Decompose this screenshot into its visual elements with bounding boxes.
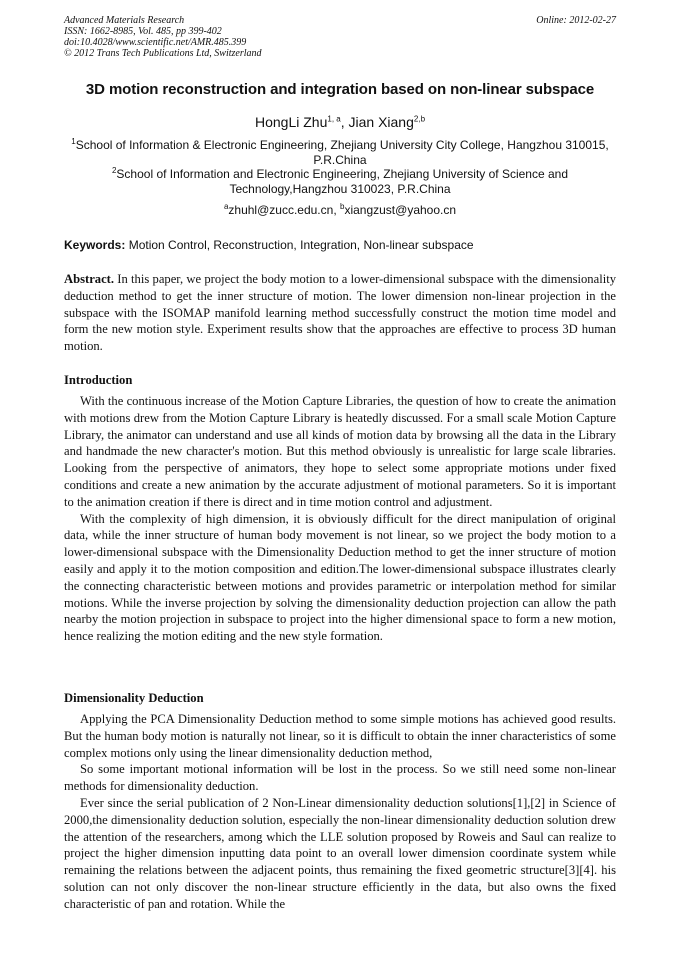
section-heading-introduction: Introduction xyxy=(64,373,133,387)
author-superscript: 2,b xyxy=(413,114,426,124)
abstract-label: Abstract. xyxy=(64,272,115,286)
keywords-label: Keywords: xyxy=(64,238,126,252)
paragraph: With the complexity of high dimension, it is obviously difficult for the direct manipulation of original data, while the inner structure of human body movement is not linear, so we project the body motion to a lower-dimensional subspace with the Dimensionality Deduction method to get the inner structure of motion easily and apply it to the motion composition and edition.The lower-dimensional subspace illustrates clearly the connecting characteristic between motions and provides parametric or interpolation method for similar motions. While the inverse projection by solving the dimensionality deduction projection can allow the path nearby the motion projection in subspace to project into the higher dimensional space to form a new motion, hence realizing the motion editing and the new style formation. xyxy=(64,511,616,644)
online-date: Online: 2012-02-27 xyxy=(536,15,616,26)
abstract-paragraph xyxy=(64,271,616,355)
paragraph: With the continuous increase of the Motion Capture Libraries, the question of how to create the animation with motions drew from the Motion Capture Library is heatedly discussed. For a small scale Motion Capture Library, the animator can understand and use all kinds of motion data by browsing all the data in the Library and handmade the new character's motion. But this method obviously is unrealistic for large scale libraries. Looking from the perspective of animators, they hope to select some appropriate motions under fixed conditions and create a new animation by the accurate adjustment of motional parameters. So it is important to the animation creation if there is direct and in time motion control and adjustment. xyxy=(64,394,616,509)
paragraph: So some important motional information will be lost in the process. So we still need some non-linear methods for dimensionality deduction. xyxy=(64,762,616,794)
doi-line: doi:10.4028/www.scientific.net/AMR.485.399 xyxy=(64,37,247,48)
paper-title: 3D motion reconstruction and integration based on non-linear subspace xyxy=(85,81,595,98)
affiliation-superscript: 2 xyxy=(111,166,117,175)
abstract-text: In this paper, we project the body motion to a lower-dimensional subspace with the dimensionality deduction method to get the inner structure of motion. The lower dimension non-linear projection in the subspace with the ISOMAP manifold learning method successfully construct the motion time model and form the new motion style. Experiment results show that the approaches are effective to process 3D human motion. xyxy=(64,272,616,354)
author-separator: , xyxy=(340,114,349,130)
email-address: zhuhl@zucc.edu.cn, xyxy=(228,203,340,217)
author-name: Jian Xiang xyxy=(348,114,414,130)
introduction-body xyxy=(64,393,616,645)
journal-name: Advanced Materials Research xyxy=(64,15,185,26)
author-line xyxy=(64,114,616,131)
paragraph: Ever since the serial publication of 2 Non-Linear dimensionality deduction solutions[1],[2] in Science of 2000,the dimensionality deduction solution, especially the non-linear dimensionality deduction solution drew the attention of the researchers, among which the LLE solution proposed by Roweis and Saul can realize to project the higher dimension inputting data point to an overall lower dimension coordinate system while remaining the relations between the adjacent points, thus remaining the fixed geometric structure[3][4]. his solution can not only discover the non-linear structure efficiently in the data, but also owns the fixed characteristic of pan and rotation. While the xyxy=(64,795,616,911)
email-line xyxy=(64,203,616,218)
keywords-text: Motion Control, Reconstruction, Integration, Non-linear subspace xyxy=(125,238,474,252)
affiliation-text: School of Information & Electronic Engineering, Zhejiang University City College, Hangzhou 310015, P.R.China xyxy=(75,138,609,167)
dimensionality-body xyxy=(64,711,616,913)
affiliation-1 xyxy=(64,138,616,168)
email-superscript: a xyxy=(223,202,229,211)
journal-meta xyxy=(64,15,616,59)
email-superscript: b xyxy=(339,202,345,211)
paragraph: Applying the PCA Dimensionality Deduction method to some simple motions has achieved good results. But the human body motion is naturally not linear, so it is difficult to obtain the inner characteristics of some complex motions only using the linear dimensionality deduction method, xyxy=(64,712,616,760)
section-heading-dimensionality: Dimensionality Deduction xyxy=(64,691,204,705)
issn-line: ISSN: 1662-8985, Vol. 485, pp 399-402 xyxy=(64,26,222,37)
copyright-line: © 2012 Trans Tech Publications Ltd, Switzerland xyxy=(64,48,262,59)
keywords-line xyxy=(64,238,616,253)
author-superscript: 1, a xyxy=(327,114,341,124)
author-name: HongLi Zhu xyxy=(254,114,328,130)
email-address: xiangzust@yahoo.cn xyxy=(344,203,457,217)
affiliation-superscript: 1 xyxy=(71,137,76,146)
affiliation-text: School of Information and Electronic Engineering, Zhejiang University of Science and Technology,Hangzhou 310023, P.R.China xyxy=(116,167,569,196)
affiliation-2 xyxy=(64,167,616,197)
